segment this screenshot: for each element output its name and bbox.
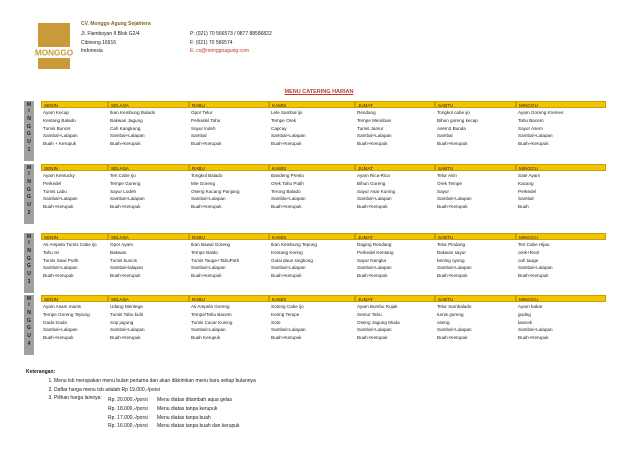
menu-item: Gado-Gado: [43, 319, 68, 325]
day-menu-list: [435, 108, 516, 148]
menu-item: Buah+Kerupuk: [110, 141, 141, 147]
day-menu-list: [355, 240, 435, 280]
week-label: [24, 101, 34, 161]
menu-item: Tahu Isi: [43, 249, 59, 255]
day-menu-list: [269, 171, 355, 211]
week-label-letter: G: [27, 194, 31, 201]
day-menu-list: [355, 302, 435, 342]
day-column: [516, 233, 606, 293]
menu-item: cah tauge: [518, 257, 539, 263]
menu-item: Sambal+lalapan: [110, 265, 144, 271]
week-label-letter: 1: [27, 146, 31, 153]
menu-item: Tumis Labu: [43, 188, 67, 194]
day-header: SENIN: [41, 164, 108, 171]
menu-item: Buah+Kerupuk: [271, 335, 302, 341]
day-column: [189, 164, 269, 224]
menu-item: Buah+Kerupuk: [518, 335, 549, 341]
menu-item: Buah+Kerupuk: [357, 273, 388, 279]
menu-item: Ayam Kentucky: [43, 173, 75, 178]
company-contact: [190, 30, 272, 56]
day-header: KAMIS: [269, 101, 355, 108]
day-header: SELASA: [108, 295, 189, 302]
menu-item: Buah+Kerupuk: [357, 335, 388, 341]
week-label-letter: N: [27, 247, 31, 254]
menu-item: Ati Ampela Goreng: [191, 304, 230, 309]
day-column: [41, 164, 108, 224]
menu-item: Buah: [518, 204, 529, 210]
note-item: 3. Pilihan harga lainnya:: [54, 394, 256, 403]
menu-item: Sambal+Lalapan: [110, 327, 145, 333]
day-column: [108, 164, 189, 224]
menu-item: Buah+Kerupuk: [43, 204, 74, 210]
menu-item: Sop jagung: [110, 319, 134, 325]
day-menu-list: [108, 240, 189, 280]
menu-item: Ikan Kembung Balado: [110, 110, 156, 115]
price-value: Rp. 20.000,-/porsi: [108, 397, 148, 403]
menu-item: Buah+Kerupuk: [518, 141, 549, 147]
day-menu-list: [189, 240, 269, 280]
day-menu-list: [516, 302, 606, 342]
menu-item: Tumis Sawi Putih: [43, 257, 79, 263]
menu-item: Sambal+Lalapan: [271, 265, 306, 271]
menu-item: Ayam Asam manis: [43, 304, 81, 309]
address-line: Indonesia: [81, 48, 103, 55]
menu-item: Gulai daun singkong: [271, 257, 313, 263]
week-label-letter: 2: [27, 209, 31, 216]
menu-item: Tongkol Balado: [191, 173, 223, 178]
menu-item: Sotong Cabe ijo: [271, 304, 304, 309]
day-header: SELASA: [108, 101, 189, 108]
day-column: [108, 233, 189, 293]
day-menu-list: [41, 240, 108, 280]
menu-item: oseng: [437, 319, 450, 325]
day-menu-list: [108, 108, 189, 148]
week-label-letter: M: [26, 165, 32, 171]
week-label-letter: G: [27, 131, 31, 138]
menu-item: Buah+Kerupuk: [191, 141, 222, 147]
week-label-letter: U: [27, 333, 31, 340]
menu-item: Terong Balado: [271, 188, 301, 194]
price-desc: Menu diatas tanpa kerupuk: [157, 405, 218, 412]
menu-item: Sambal+Lalapan: [43, 133, 78, 139]
day-header: MINGGU: [516, 164, 606, 171]
day-column: [269, 164, 355, 224]
menu-item: Tumis Tauge+TahuPuth: [191, 257, 240, 263]
week-label-letter: N: [27, 115, 31, 122]
menu-item: Sambal+Lalapan: [271, 327, 306, 333]
menu-item: Sambal+Lalapan: [43, 196, 78, 202]
logo-text: MONGGO: [34, 48, 74, 58]
menu-item: Sambal+Lalapan: [191, 196, 226, 202]
week-label-letter: G: [27, 317, 31, 324]
menu-item: Kering Tempe: [271, 311, 300, 317]
day-menu-list: [41, 171, 108, 211]
logo-graphic: [30, 21, 78, 77]
menu-item: Buah+Kerupuk: [437, 335, 468, 341]
menu-item: Opor Ayam: [110, 242, 133, 247]
menu-item: Oseng Jagung Muda: [357, 319, 400, 325]
menu-item: Sambal+Lalapan: [357, 196, 392, 202]
menu-item: lawcek: [518, 319, 533, 325]
price-desc: Menu diatas ditambah aqua gelas: [157, 397, 233, 403]
menu-item: Sambal+Lalapan: [437, 265, 472, 271]
menu-item: Rendang: [357, 110, 376, 115]
menu-item: Sambal: [437, 133, 453, 139]
menu-item: Kentang Kering: [271, 249, 303, 255]
week-block: [24, 233, 632, 293]
week-block: [24, 295, 632, 355]
day-column: [355, 164, 435, 224]
menu-item: Orek Tahu Putih: [271, 180, 304, 186]
menu-item: Buah+Kerupuk: [357, 141, 388, 147]
company-address: [81, 30, 140, 56]
menu-item: Sayur lodeh: [191, 125, 216, 131]
week-label-letter: I: [28, 240, 30, 246]
logo-subtext: CATERING: [43, 58, 65, 63]
day-header: JUMAT: [355, 101, 435, 108]
menu-item: Telur Asin: [437, 173, 457, 178]
menu-item: Sambal+Lalapan: [518, 133, 553, 139]
menu-item: Cah Kangkung: [110, 125, 141, 131]
menu-item: Buah+Kerupuk: [437, 204, 468, 210]
menu-item: Sambal+Lalapan: [357, 327, 392, 333]
menu-title: MENU CATERING HARIAN: [284, 89, 354, 95]
day-header: SENIN: [41, 233, 108, 240]
week-label-letter: M: [26, 234, 32, 240]
week-label-letter: G: [27, 255, 31, 262]
menu-item: Orek Tempe: [437, 180, 462, 186]
menu-item: Sambal+Lalapan: [43, 327, 78, 333]
menu-item: Buah Kerupuk: [191, 335, 221, 341]
day-header: KAMIS: [269, 233, 355, 240]
menu-item: Kentang Balado: [43, 117, 76, 123]
week-label: [24, 233, 34, 293]
menu-item: Telur Sambalado: [437, 304, 472, 309]
price-row: [108, 422, 240, 431]
menu-item: orek+Rool: [518, 249, 540, 255]
week-label-letter: M: [26, 296, 32, 302]
menu-item: Sayur Asem: [518, 125, 543, 131]
day-column: [435, 101, 516, 161]
menu-item: Sambal+Lalapan: [437, 327, 472, 333]
price-options: [108, 396, 240, 431]
day-column: [108, 295, 189, 355]
menu-item: Bandeng Presto: [271, 173, 304, 178]
menu-item: Sayur: [437, 188, 450, 194]
menu-item: Sambal+Lalapan: [271, 133, 306, 139]
day-menu-list: [189, 171, 269, 211]
menu-item: Tumis Jamur: [357, 125, 384, 131]
menu-item: Tongkol cabe ijo: [437, 110, 470, 115]
day-header: MINGGU: [516, 295, 606, 302]
menu-item: Teri Cabe Ijo: [110, 173, 136, 178]
day-menu-list: [516, 171, 606, 211]
day-header: KAMIS: [269, 295, 355, 302]
day-header: SABTU: [435, 101, 516, 108]
day-header: SENIN: [41, 101, 108, 108]
menu-item: Buah+Kerupuk: [110, 273, 141, 279]
day-menu-list: [189, 108, 269, 148]
menu-item: Bakwan: [110, 249, 127, 255]
menu-item: tumis goreng: [437, 311, 464, 317]
price-value: Rp. 17.000,-/porsi: [108, 414, 148, 421]
day-menu-list: [269, 108, 355, 148]
menu-item: Tumis Tahu kulit: [110, 311, 143, 317]
day-column: [41, 295, 108, 355]
menu-item: Tempe/Tahu Bacem: [191, 311, 232, 317]
price-desc: Menu diatas tanpa buah: [157, 414, 211, 421]
day-column: [516, 164, 606, 224]
week-label-letter: N: [27, 178, 31, 185]
day-column: [269, 233, 355, 293]
menu-item: Sayur Nangka: [357, 257, 387, 263]
note-item: 1. Menu tsb merupakan menu bulan pertama dan akan dikirimkan menu baru setiap bulannya: [54, 377, 256, 386]
day-column: [269, 295, 355, 355]
week-label: [24, 295, 34, 355]
menu-item: Ayam Kecap: [43, 110, 69, 115]
menu-item: Ayam Goreng Kremes: [518, 110, 564, 115]
menu-item: Buah+Kerupuk: [43, 273, 74, 279]
day-menu-list: [269, 240, 355, 280]
menu-item: Udang Mentega: [110, 304, 143, 309]
price-value: Rp. 18.000,-/porsi: [108, 405, 148, 412]
menu-item: Sambal+Lalapan: [110, 196, 145, 202]
price-desc: Menu diatas tanpa buah dan kerupuk: [157, 423, 240, 430]
price-row: [108, 396, 240, 405]
menu-item: Bihun goreng kecap: [437, 117, 478, 123]
day-column: [435, 295, 516, 355]
menu-item: Sambal+Lalapan: [43, 265, 78, 271]
menu-item: bening oyong: [437, 257, 465, 263]
menu-item: Sambal+Lalapan: [518, 265, 553, 271]
week-label-letter: U: [27, 271, 31, 278]
menu-item: gudeg: [518, 311, 531, 317]
menu-item: Tumis buncis: [110, 257, 137, 263]
day-header: RABU: [189, 233, 269, 240]
day-column: [269, 101, 355, 161]
menu-item: Buah+Kerupuk: [191, 204, 222, 210]
email-link[interactable]: E: cs@monggoagung.com: [190, 48, 249, 55]
week-label-letter: I: [28, 302, 30, 308]
menu-item: Ati Ampela Tumis Cabe ijo: [43, 242, 97, 247]
menu-item: Buah+Kerupuk: [518, 273, 549, 279]
day-menu-list: [435, 240, 516, 280]
week-label-letter: G: [27, 325, 31, 332]
menu-item: Lele Sambal ijo: [271, 110, 303, 115]
menu-item: Sate Ayam: [518, 173, 541, 178]
menu-item: Bihun Goreng: [357, 180, 386, 186]
menu-item: Tempe Baldo: [191, 249, 218, 255]
company-name: CV. Monggo Agung Sejahtera: [81, 21, 151, 27]
menu-item: Bakwan Jagung: [110, 117, 143, 123]
week-label-letter: M: [26, 102, 32, 108]
price-row: [108, 414, 240, 423]
day-menu-list: [516, 240, 606, 280]
day-header: RABU: [189, 164, 269, 171]
week-label-letter: I: [28, 171, 30, 177]
menu-item: Bakwan sayur: [437, 249, 466, 255]
day-menu-list: [435, 302, 516, 342]
day-header: RABU: [189, 101, 269, 108]
day-column: [41, 101, 108, 161]
phone-line: P: (021) 70 566573 / 0877 88586822: [190, 31, 272, 37]
note-item: 2. Daftar harga menu tsb adalah Rp 19.000,-/porsi: [54, 386, 256, 395]
menu-item: Soto: [271, 319, 281, 325]
day-menu-list: [269, 302, 355, 342]
day-header: JUMAT: [355, 295, 435, 302]
day-header: SELASA: [108, 164, 189, 171]
menu-item: Semur Tahu: [357, 311, 382, 317]
menu-item: Sambal+Lalapan: [357, 133, 392, 139]
menu-item: Teri Cabe Hijau: [518, 242, 550, 247]
address-line: Jl. Flamboyan II Blok G2/4: [81, 31, 140, 37]
menu-item: Buah+Kerupuk: [191, 273, 222, 279]
menu-item: Tempe Goreng: [110, 180, 141, 186]
day-column: [189, 295, 269, 355]
week-label-letter: N: [27, 309, 31, 316]
menu-item: Tumis Buncis: [43, 125, 71, 131]
menu-item: Tempe Orek: [271, 117, 297, 123]
day-column: [516, 295, 606, 355]
menu-item: Sambal+Lalapan: [437, 196, 472, 202]
day-menu-list: [189, 302, 269, 342]
menu-item: Tempe Mendoan: [357, 117, 392, 123]
menu-item: Perkedel Kentang: [357, 249, 394, 255]
week-label-letter: U: [27, 139, 31, 146]
week-label-letter: I: [28, 108, 30, 114]
menu-item: Buah+Kerupuk: [437, 273, 468, 279]
menu-item: Sayur Asar Kuning: [357, 188, 396, 194]
week-block: [24, 164, 632, 224]
week-label-letter: G: [27, 186, 31, 193]
week-label-letter: 3: [27, 278, 31, 285]
week-label-letter: U: [27, 202, 31, 209]
day-column: [435, 164, 516, 224]
day-header: RABU: [189, 295, 269, 302]
price-row: [108, 405, 240, 414]
menu-item: Telur Pindang: [437, 242, 466, 247]
menu-item: Buah+Kerupuk: [357, 204, 388, 210]
day-column: [189, 233, 269, 293]
day-header: SELASA: [108, 233, 189, 240]
menu-item: Sayur Lodeh: [110, 188, 137, 194]
week-label: [24, 164, 34, 224]
company-logo: [30, 21, 78, 77]
menu-item: Sambla+Lalapan: [271, 196, 306, 202]
day-column: [189, 101, 269, 161]
day-header: SABTU: [435, 295, 516, 302]
day-header: JUMAT: [355, 233, 435, 240]
menu-item: Sambal+Lalapan: [518, 327, 553, 333]
day-column: [516, 101, 606, 161]
menu-item: Perkedel Tahu: [191, 117, 221, 123]
menu-item: Sambal+Lalapan: [110, 133, 145, 139]
menu-item: Sambal+Lalapan: [357, 265, 392, 271]
menu-item: Buah+Kerupuk: [271, 141, 302, 147]
menu-item: Buah + Kerupuk: [43, 141, 77, 147]
day-menu-list: [108, 302, 189, 342]
price-value: Rp. 16.000,-/porsi: [108, 423, 148, 430]
day-menu-list: [435, 171, 516, 211]
menu-item: Ayam bakar: [518, 304, 543, 309]
menu-item: Buah+Kerupuk: [110, 204, 141, 210]
week-label-letter: 4: [27, 340, 31, 347]
address-line: Cibinong 16916: [81, 39, 117, 46]
menu-item: Ayam Bumbu Rujak: [357, 304, 398, 309]
day-header: SABTU: [435, 164, 516, 171]
day-header: SABTU: [435, 233, 516, 240]
day-menu-list: [516, 108, 606, 148]
week-label-letter: G: [27, 263, 31, 270]
day-header: JUMAT: [355, 164, 435, 171]
menu-item: Buah+Kerupuk: [437, 141, 468, 147]
menu-item: Buah+Kerupuk: [43, 335, 74, 341]
menu-item: Sambal+Lalapan: [191, 265, 226, 271]
notes-heading: Keterangan:: [26, 369, 56, 375]
menu-item: Ikan Kembung Tepung: [271, 242, 317, 247]
menu-item: Perkedel: [43, 180, 62, 186]
day-header: SENIN: [41, 295, 108, 302]
day-column: [41, 233, 108, 293]
menu-item: Kacang: [518, 180, 534, 186]
menu-item: Buah+Kerupuk: [110, 335, 141, 341]
menu-item: Sambal+Lalapan: [191, 327, 226, 333]
menu-item: Tahu Bacem: [518, 117, 544, 123]
day-header: KAMIS: [269, 164, 355, 171]
day-column: [355, 295, 435, 355]
day-menu-list: [355, 108, 435, 148]
day-menu-list: [108, 171, 189, 211]
menu-item: Buah+Kerupuk: [271, 273, 302, 279]
menu-item: Asem2 Bunda: [437, 125, 466, 131]
week-block: [24, 101, 632, 161]
menu-item: Oseng Kacang Panjang: [191, 188, 240, 194]
menu-item: Ayam Rica-Rica: [357, 173, 390, 178]
menu-item: Sambal: [518, 196, 534, 202]
day-header: MINGGU: [516, 101, 606, 108]
menu-item: Mie Goreng: [191, 180, 216, 186]
day-column: [355, 233, 435, 293]
day-menu-list: [355, 171, 435, 211]
day-column: [435, 233, 516, 293]
day-menu-list: [41, 302, 108, 342]
week-label-letter: G: [27, 123, 31, 130]
menu-item: Tempe Goreng Tepung: [43, 311, 90, 317]
day-header: MINGGU: [516, 233, 606, 240]
day-menu-list: [41, 108, 108, 148]
menu-item: Capcay: [271, 125, 287, 131]
day-column: [355, 101, 435, 161]
day-column: [108, 101, 189, 161]
menu-item: Sambal: [191, 133, 207, 139]
menu-item: Opor Telur: [191, 110, 213, 115]
menu-item: Ikan Bawal Goreng: [191, 242, 231, 247]
menu-item: Daging Rendang: [357, 242, 392, 247]
fax-line: F: (021) 70 566574: [190, 39, 233, 46]
menu-item: Tumis Cacar Kuning: [191, 319, 233, 325]
menu-item: Perkedel: [518, 188, 537, 194]
menu-item: Buah+Kerupuk: [271, 204, 302, 210]
